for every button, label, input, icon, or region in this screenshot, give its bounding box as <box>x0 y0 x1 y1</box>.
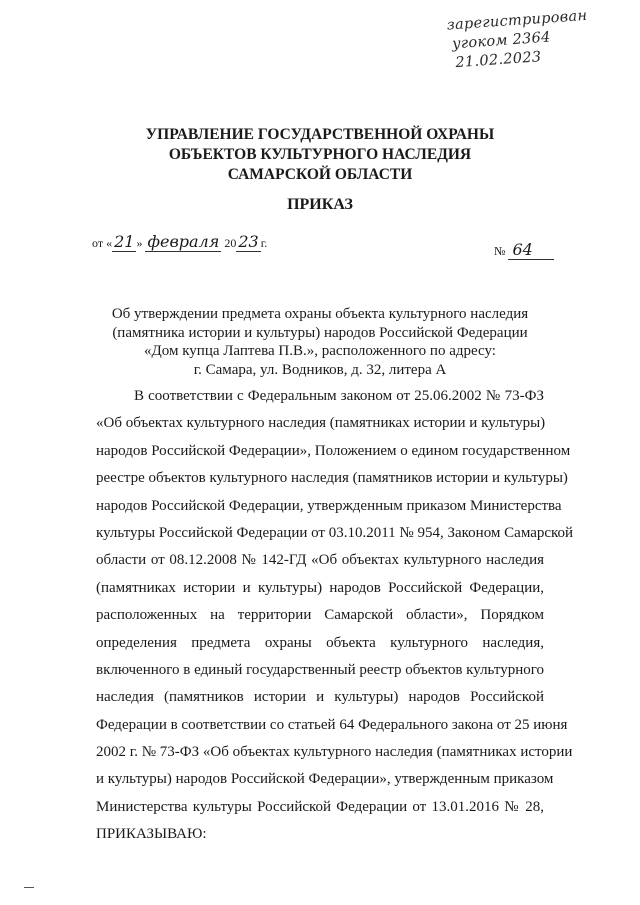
document-type-title: ПРИКАЗ <box>287 196 353 213</box>
body-line: народов Российской Федерации, утвержденным приказом Министерства <box>96 497 562 514</box>
body-line: народов Российской Федерации», Положением о едином государственном <box>96 442 571 459</box>
body-line: Федерации в соответствии со статьей 64 Федерального закона от 25 июня <box>96 716 568 733</box>
date-day: 21 <box>114 232 135 251</box>
header-line: ОБЪЕКТОВ КУЛЬТУРНОГО НАСЛЕДИЯ <box>168 146 472 163</box>
order-subject <box>110 305 530 379</box>
body-line-order-word: ПРИКАЗЫВАЮ: <box>96 826 207 843</box>
date-prefix: от « <box>92 236 113 250</box>
body-line: 2002 г. № 73-ФЗ «Об объектах культурного наследия (памятниках истории <box>96 744 573 761</box>
order-number <box>494 240 554 260</box>
subject-line: Об утверждении предмета охраны объекта культурного наследия <box>111 306 529 322</box>
body-line: расположенных на территории Самарской области», Порядком <box>96 607 544 624</box>
registration-stamp <box>446 3 640 73</box>
number-prefix: № <box>494 244 506 258</box>
body-line: наследия (памятников истории и культуры) народов Российской <box>96 689 544 706</box>
body-line: и культуры) народов Российской Федерации», утвержденным приказом <box>96 771 554 788</box>
order-body <box>96 383 574 849</box>
subject-line: г. Самара, ул. Водников, д. 32, литера А <box>193 361 447 378</box>
subject-line: (памятника истории и культуры) народов Российской Федерации <box>112 324 528 341</box>
body-line: определения предмета охраны объекта культурного наследия, <box>96 634 544 651</box>
body-line: культуры Российской Федерации от 03.10.2011 № 954, Законом Самарской <box>96 524 574 541</box>
agency-header <box>120 125 520 185</box>
date-year: 23 <box>238 232 259 251</box>
body-line: реестре объектов культурного наследия (памятников истории и культуры) <box>96 470 568 487</box>
order-date <box>92 232 267 251</box>
date-year-prefix: 20 <box>224 236 237 250</box>
date-month: февраля <box>147 232 220 251</box>
stamp-line: угоком 2364 <box>451 29 552 53</box>
header-line: УПРАВЛЕНИЕ ГОСУДАРСТВЕННОЙ ОХРАНЫ <box>145 126 495 143</box>
scan-edge-mark <box>24 887 34 888</box>
body-line: В соответствии с Федеральным законом от 25.06.2002 № 73-ФЗ <box>134 388 544 404</box>
header-line: САМАРСКОЙ ОБЛАСТИ <box>227 166 413 183</box>
body-line: (памятниках истории и культуры) народов Российской Федерации, <box>96 579 544 596</box>
body-line: области от 08.12.2008 № 142-ГД «Об объектах культурного наследия <box>96 552 544 569</box>
body-line: включенного в единый государственный реестр объектов культурного <box>96 661 544 678</box>
stamp-line: зарегистрирован <box>446 7 588 34</box>
number-value: 64 <box>508 240 554 260</box>
body-line: «Об объектах культурного наследия (памятниках истории и культуры) <box>96 415 546 432</box>
date-sep: » <box>136 236 143 250</box>
stamp-date: 21.02.2023 <box>454 49 542 72</box>
subject-line: «Дом купца Лаптева П.В.», расположенного по адресу: <box>144 343 496 359</box>
body-line: Министерства культуры Российской Федерации от 13.01.2016 № 28, <box>96 798 544 815</box>
date-suffix: г. <box>260 236 268 250</box>
